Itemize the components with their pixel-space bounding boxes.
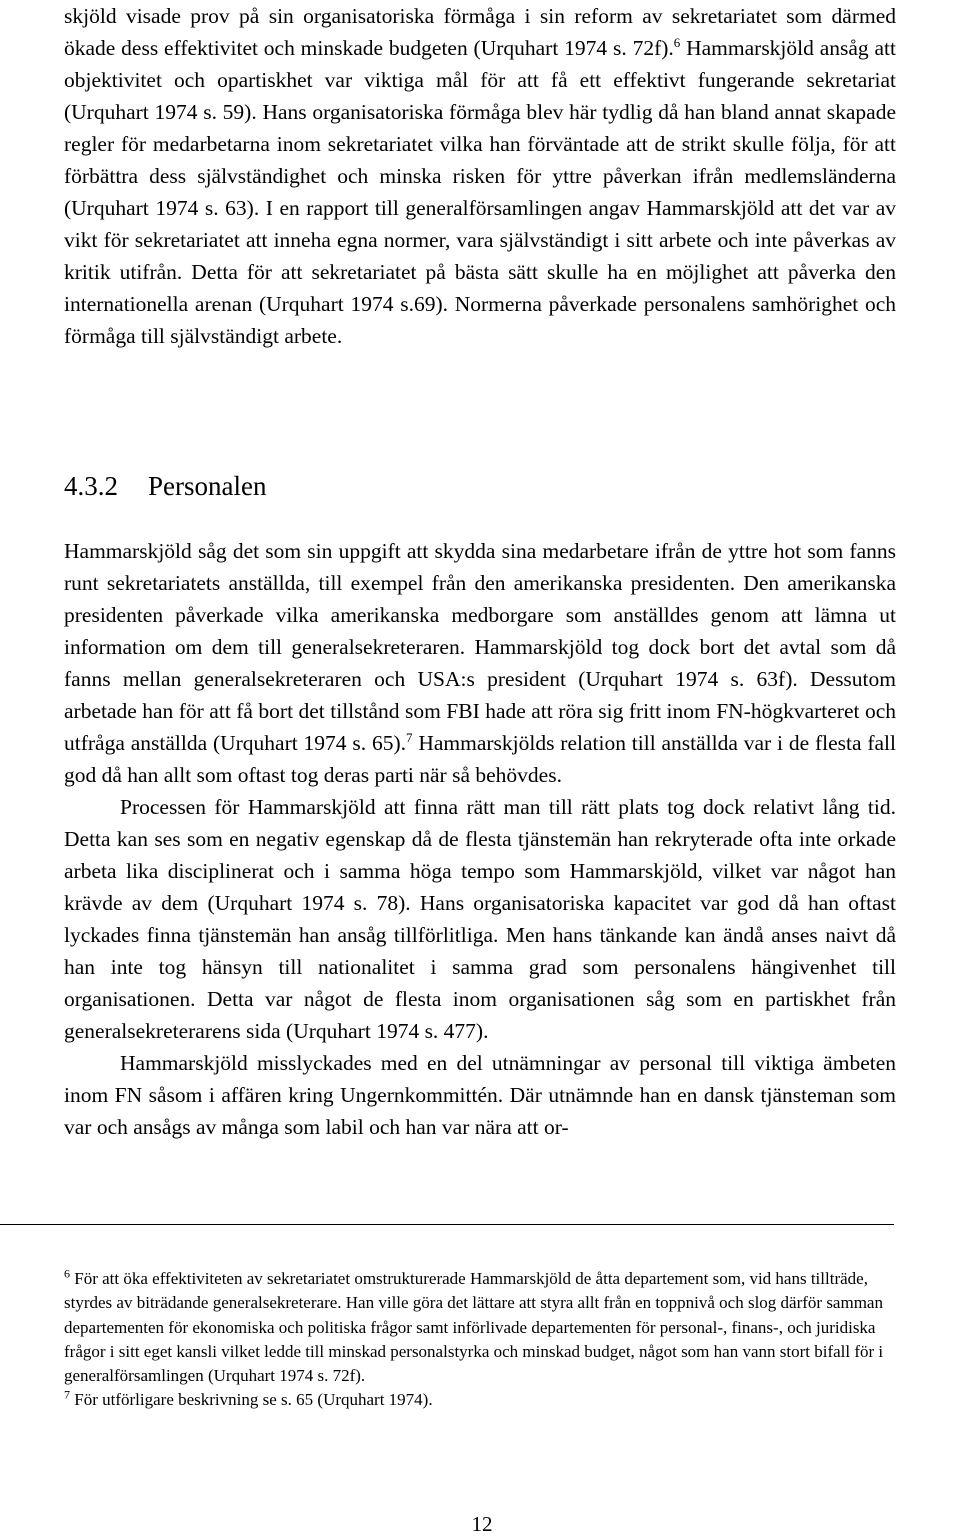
section-title: Personalen — [148, 471, 267, 501]
footnote-7 — [64, 1388, 884, 1412]
paragraph-2: Processen för Hammarskjöld att finna rätt man till rätt plats tog dock relativt lång tid. Detta kan ses som en negativ egenskap då de flesta tjänstemän han rekryterade ofta inte orkade arbeta lika disciplinerat och i samma höga tempo som Hammarskjöld, vilket var något han krävde av dem (Urquhart 1974 s. 78). Hans organisatoriska kapacitet var god då han oftast lyckades finna tjänstemän han ansåg tillförlitliga. Men hans tänkande kan ändå anses naivt då han inte tog hänsyn till nationalitet i samma grad som personalens hängivenhet till organisationen. Detta var något de flesta inom organisationen såg som en partiskhet från generalsekreterarens sida (Urquhart 1974 s. 477). — [64, 795, 896, 1043]
footnotes — [64, 1267, 884, 1413]
top-paragraph-block — [64, 0, 896, 352]
paragraph-1 — [64, 535, 896, 791]
footnote-text: För utförligare beskrivning se s. 65 (Urquhart 1974). — [70, 1390, 433, 1410]
page-number: 12 — [471, 1512, 493, 1536]
section-number: 4.3.2 — [64, 471, 118, 501]
paragraph-text: Hammarskjölds relation till anställda var i de flesta fall god då han allt som oftast tog deras parti när så behövdes. — [64, 731, 896, 787]
footnote-ref-7[interactable]: 7 — [405, 729, 413, 745]
paragraph-3: Hammarskjöld misslyckades med en del utnämningar av personal till viktiga ämbeten inom FN såsom i affären kring Ungernkommittén. Där utnämnde han en dansk tjänsteman som var och ansågs av många som labil och han var nära att or- — [64, 1051, 896, 1139]
footnote-mark: 6 — [64, 1266, 70, 1281]
section-heading — [64, 468, 266, 504]
footnote-mark: 7 — [64, 1387, 70, 1402]
paragraph-text: Hammarskjöld såg det som sin uppgift att skydda sina medarbetare ifrån de yttre hot som fanns runt sekretariatets anställda, till exempel från den amerikanska presidenten. Den amerikanska presidenten påverkade vilka amerikanska medborgare som anställdes genom att lämna ut information om dem till generalsekreteraren. Hammarskjöld tog dock bort det avtal som då fanns mellan generalsekreteraren och USA:s president (Urquhart 1974 s. 63f). Dessutom arbetade han för att få bort det tillstånd som FBI hade att röra sig fritt inom FN-högkvarteret och utfråga anställda (Urquhart 1974 s. 65). — [64, 539, 896, 755]
section-body — [64, 535, 896, 1143]
paragraph-continued — [64, 0, 896, 352]
footnote-divider — [0, 1224, 894, 1225]
paragraph-text: Hammarskjöld ansåg att objektivitet och opartiskhet var viktiga mål för att få ett effektivt fungerande sekretariat (Urquhart 1974 s. 59). Hans organisatoriska förmåga blev här tydlig då han bland annat skapade regler för medarbetarna inom sekretariatet vilka han förväntade att de strikt skulle följa, för att förbättra dess självständighet och minska risken för yttre påverkan ifrån medlemsländerna (Urquhart 1974 s. 63). I en rapport till generalförsamlingen angav Hammarskjöld att det var av vikt för sekretariatet att inneha egna normer, vara självständigt i sitt arbete och inte påverkas av kritik utifrån. Detta för att sekretariatet på bästa sätt skulle ha en möjlighet att påverka den internationella arenan (Urquhart 1974 s.69). Normerna påverkade personalens samhörighet och förmåga till självständigt arbete. — [64, 36, 896, 348]
paragraph-text: skjöld visade prov på sin organisatoriska förmåga i sin reform av sekretariatet som därmed ökade dess effektivitet och minskade budgeten (Urquhart 1974 s. 72f). — [64, 4, 896, 60]
footnote-ref-6[interactable]: 6 — [673, 34, 681, 50]
footnote-6 — [64, 1267, 884, 1388]
footnote-text: För att öka effektiviteten av sekretariatet omstrukturerade Hammarskjöld de åtta departement som, vid hans tillträde, styrdes av biträdande generalsekreterare. Han ville göra det lättare att styra allt från en toppnivå och slog därför samman departementen för ekonomiska och politiska frågor samt införlivade departementen för personal-, finans-, och juridiska frågor i sitt eget kansli vilket ledde till minskad personalstyrka och minskad budget, något som han vann stort bifall för i generalförsamlingen (Urquhart 1974 s. 72f). — [64, 1269, 884, 1386]
